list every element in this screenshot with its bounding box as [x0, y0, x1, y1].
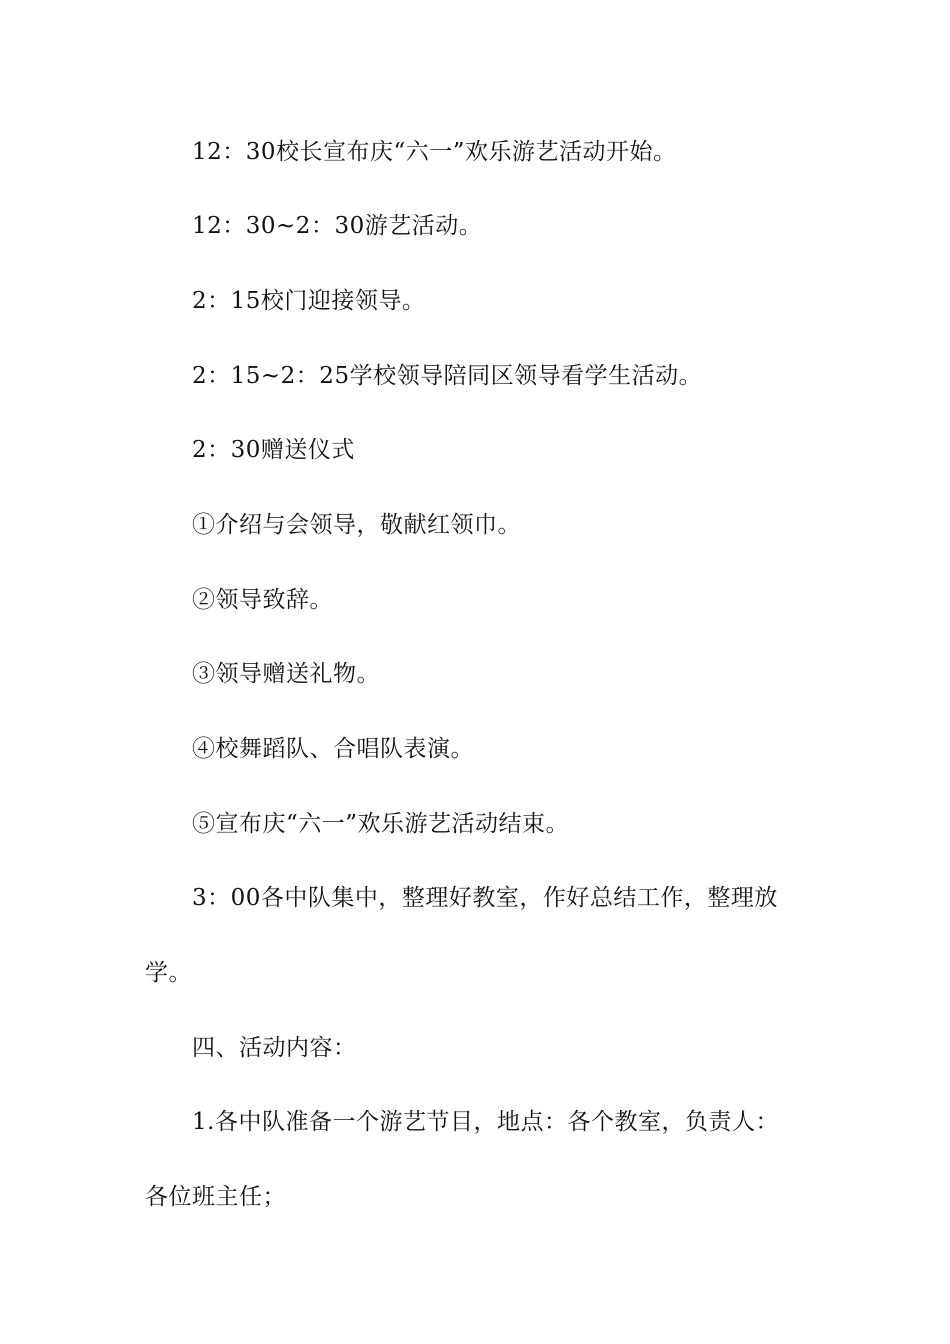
schedule-line-welcome: 2：15校门迎接领导。 [192, 288, 426, 314]
schedule-line-ceremony: 2：30赠送仪式 [192, 437, 355, 463]
activity-item-1: 1.各中队准备一个游艺节目，地点：各个教室，负责人： [192, 1109, 779, 1135]
ceremony-item-2: ②领导致辞。 [192, 587, 333, 613]
activity-item-1-continued: 各位班主任； [145, 1184, 286, 1210]
schedule-line-dismissal-continued: 学。 [145, 960, 192, 986]
schedule-line-games: 12：30~2：30游艺活动。 [192, 213, 483, 239]
schedule-line-visit: 2：15~2：25学校领导陪同区领导看学生活动。 [192, 363, 703, 389]
ceremony-item-5: ⑤宣布庆“六一”欢乐游艺活动结束。 [192, 811, 570, 837]
ceremony-item-1: ①介绍与会领导，敬献红领巾。 [192, 512, 521, 538]
ceremony-item-3: ③领导赠送礼物。 [192, 661, 380, 687]
ceremony-item-4: ④校舞蹈队、合唱队表演。 [192, 736, 474, 762]
section-heading-activities: 四、活动内容： [192, 1035, 357, 1061]
schedule-line-dismissal: 3：00各中队集中，整理好教室，作好总结工作，整理放 [192, 885, 778, 911]
schedule-line-opening: 12：30校长宣布庆“六一”欢乐游艺活动开始。 [192, 139, 677, 165]
